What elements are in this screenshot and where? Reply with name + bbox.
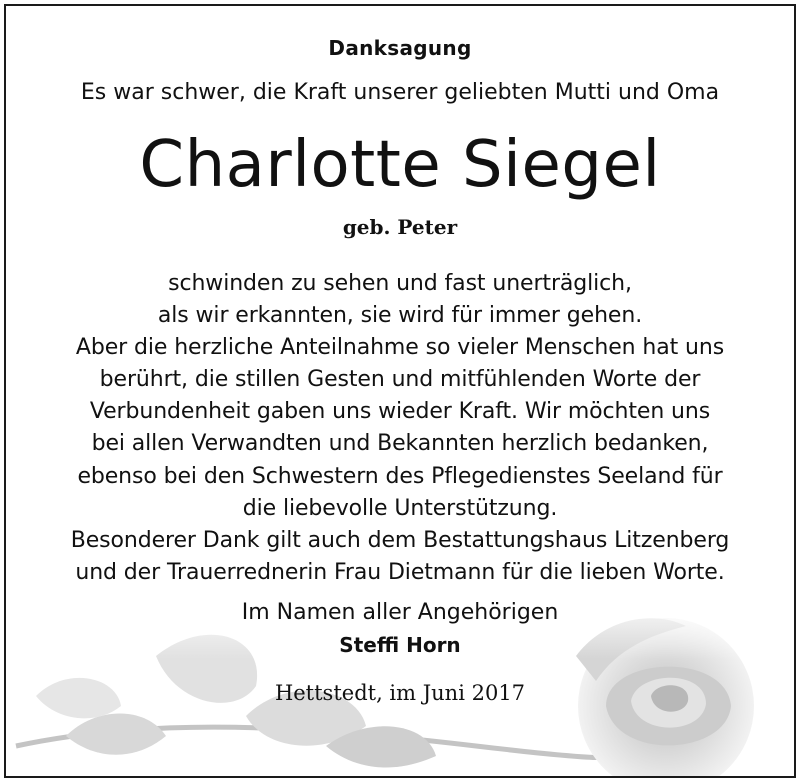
birth-name: geb. Peter (342, 215, 458, 239)
message-line: bei allen Verwandten und Bekannten herzlich bedanken, (91, 431, 709, 457)
message-line: Verbundenheit gaben uns wieder Kraft. Wir möchten uns (89, 399, 711, 425)
message-line: schwinden zu sehen und fast unerträglich, (168, 271, 632, 296)
message-line: als wir erkannten, sie wird für immer gehen. (157, 303, 643, 329)
message-line: und der Trauerrednerin Frau Dietmann für die lieben Worte. (75, 559, 725, 585)
message-body (6, 268, 794, 589)
deceased-name: Charlotte Siegel (139, 128, 661, 202)
message-line: Besonderer Dank gilt auch dem Bestattungshaus Litzenberg (70, 527, 730, 553)
message-line: Aber die herzliche Anteilnahme so vieler Menschen hat uns (75, 335, 725, 361)
place-date: Hettstedt, im Juni 2017 (274, 681, 526, 705)
message-line: die liebevolle Unterstützung. (242, 495, 558, 521)
intro-line: Es war schwer, die Kraft unserer geliebten Mutti und Oma (80, 80, 720, 105)
message-line: ebenso bei den Schwestern des Pflegedienstes Seeland für (77, 463, 723, 489)
obituary-frame (4, 4, 796, 778)
message-line: berührt, die stillen Gesten und mitfühlenden Worte der (99, 367, 701, 393)
signoff: Im Namen aller Angehörigen (241, 600, 559, 625)
heading: Danksagung (328, 36, 472, 60)
signer-name: Steffi Horn (339, 633, 461, 657)
